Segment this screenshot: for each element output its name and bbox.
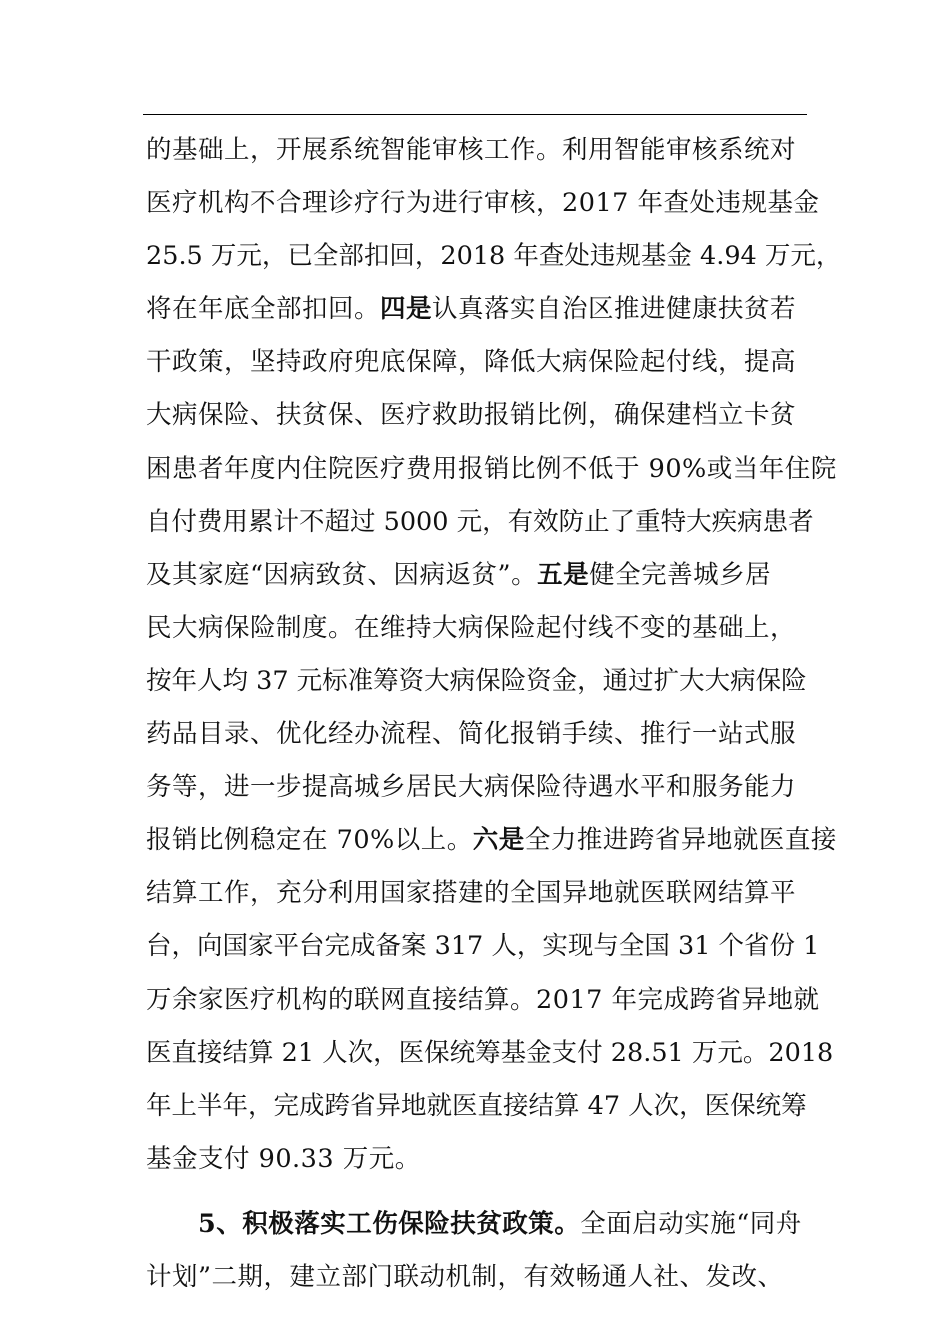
document-body bbox=[146, 124, 842, 1304]
text-run: 结算工作，充分利用国家搭建的全国异地就医联网结算平 bbox=[146, 878, 797, 909]
text-run: 将在年底全部扣回。 bbox=[146, 294, 381, 325]
bold-text-run: 5、积极落实工伤保险扶贫政策。 bbox=[198, 1208, 581, 1239]
text-line bbox=[146, 1251, 808, 1304]
text-line bbox=[146, 1080, 808, 1133]
text-run: 及其家庭“因病致贫、因病返贫”。 bbox=[146, 559, 538, 590]
text-line bbox=[146, 124, 808, 177]
text-run: 全面启动实施“同舟 bbox=[580, 1208, 802, 1239]
text-run: 计划”二期，建立部门联动机制，有效畅通人社、发改、 bbox=[146, 1261, 784, 1292]
text-line bbox=[146, 443, 837, 496]
text-line bbox=[146, 1133, 808, 1186]
text-line bbox=[146, 230, 842, 283]
text-line bbox=[146, 974, 820, 1027]
text-line bbox=[146, 496, 814, 549]
text-run: 台，向国家平台完成备案 317 人，实现与全国 31 个省份 1 bbox=[146, 931, 820, 962]
text-line bbox=[146, 283, 808, 336]
header-rule bbox=[143, 114, 807, 115]
text-run: 报销比例稳定在 70%以上。 bbox=[146, 825, 473, 856]
text-run: 按年人均 37 元标准筹资大病保险资金，通过扩大大病保险 bbox=[146, 665, 807, 696]
text-run: 药品目录、优化经办流程、简化报销手续、推行一站式服 bbox=[146, 719, 797, 750]
bold-text-run: 六是 bbox=[472, 825, 525, 856]
text-line bbox=[146, 336, 808, 389]
text-run: 医直接结算 21 人次，医保统筹基金支付 28.51 万元。2018 bbox=[146, 1037, 834, 1068]
text-run: 民大病保险制度。在维持大病保险起付线不变的基础上， bbox=[146, 612, 797, 643]
text-line bbox=[146, 814, 837, 867]
text-run: 年上半年，完成跨省异地就医直接结算 47 人次，医保统筹 bbox=[146, 1090, 807, 1121]
text-line bbox=[146, 1027, 834, 1080]
text-run: 大病保险、扶贫保、医疗救助报销比例，确保建档立卡贫 bbox=[146, 400, 797, 431]
text-line bbox=[146, 655, 808, 708]
text-line bbox=[146, 177, 820, 230]
text-line bbox=[146, 708, 808, 761]
text-run: 自付费用累计不超过 5000 元，有效防止了重特大疾病患者 bbox=[146, 506, 814, 537]
text-run: 万余家医疗机构的联网直接结算。2017 年完成跨省异地就 bbox=[146, 984, 820, 1015]
text-run: 干政策，坚持政府兜底保障，降低大病保险起付线，提高 bbox=[146, 347, 797, 378]
text-line bbox=[146, 602, 808, 655]
text-line bbox=[146, 867, 808, 920]
text-line bbox=[146, 920, 820, 973]
text-run: 医疗机构不合理诊疗行为进行审核，2017 年查处违规基金 bbox=[146, 188, 820, 219]
text-line bbox=[146, 549, 808, 602]
text-run: 25.5 万元，已全部扣回，2018 年查处违规基金 4.94 万元， bbox=[146, 241, 842, 272]
text-run: 全力推进跨省异地就医直接 bbox=[524, 825, 837, 856]
text-line bbox=[146, 761, 808, 814]
paragraph-first-line bbox=[146, 1198, 808, 1251]
text-run: 的基础上，开展系统智能审核工作。利用智能审核系统对 bbox=[146, 135, 797, 165]
bold-text-run: 四是 bbox=[380, 294, 433, 325]
text-run: 务等，进一步提高城乡居民大病保险待遇水平和服务能力 bbox=[146, 772, 797, 803]
text-run: 健全完善城乡居 bbox=[589, 559, 772, 590]
text-line bbox=[146, 389, 808, 442]
text-run: 认真落实自治区推进健康扶贫若 bbox=[432, 294, 797, 325]
text-run: 基金支付 90.33 万元。 bbox=[146, 1143, 421, 1174]
bold-text-run: 五是 bbox=[537, 559, 590, 590]
text-run: 困患者年度内住院医疗费用报销比例不低于 90%或当年住院 bbox=[146, 453, 837, 484]
